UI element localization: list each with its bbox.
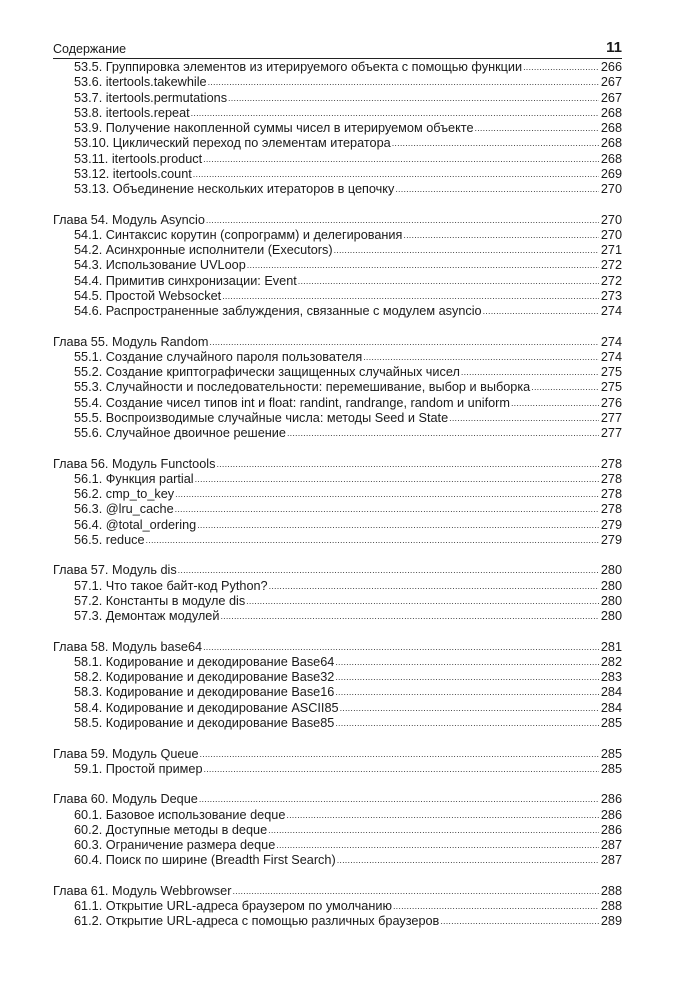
toc-entry-title: 56.5. reduce: [74, 532, 145, 547]
toc-entry-title: Глава 60. Модуль Deque: [53, 792, 198, 807]
toc-entry-page-number: 286: [600, 792, 622, 807]
toc-section-entry[interactable]: [53, 808, 622, 823]
toc-dot-leader: [204, 761, 599, 777]
toc-entry-title: 53.10. Циклический переход по элементам итератора: [74, 136, 391, 151]
toc-entry-page-number: 272: [600, 273, 622, 288]
toc-dot-leader: [220, 608, 599, 624]
toc-entry-page-number: 270: [600, 182, 622, 196]
toc-chapter-entry[interactable]: [53, 213, 622, 228]
toc-dot-leader: [146, 532, 599, 548]
toc-entry-page-number: 281: [600, 639, 622, 654]
toc-chapter-entry[interactable]: [53, 884, 622, 899]
toc-section-entry[interactable]: [53, 136, 622, 151]
toc-chapter-entry[interactable]: [53, 563, 622, 578]
toc-entry-title: 61.2. Открытие URL-адреса с помощью различных браузеров: [74, 914, 440, 929]
toc-section-entry[interactable]: [53, 304, 622, 319]
toc-section-gap: [53, 869, 622, 884]
toc-entry-page-number: 280: [600, 609, 622, 624]
toc-section-entry[interactable]: [53, 701, 622, 716]
toc-entry-page-number: 268: [600, 121, 622, 135]
toc-section-entry[interactable]: [53, 380, 622, 395]
toc-dot-leader: [276, 837, 599, 853]
toc-entry-page-number: 275: [600, 365, 622, 380]
toc-dot-leader: [203, 151, 599, 167]
toc-section-gap: [53, 319, 622, 334]
toc-entry-title: 57.2. Константы в модуле dis: [74, 593, 246, 608]
toc-entry-page-number: 285: [600, 715, 622, 730]
toc-section-entry[interactable]: [53, 411, 622, 426]
toc-entry-title: 56.3. @lru_cache: [74, 502, 174, 517]
toc-section-entry[interactable]: [53, 75, 622, 90]
running-header: [53, 40, 622, 59]
toc-dot-leader: [393, 898, 599, 914]
toc-entry-title: 60.4. Поиск по ширине (Breadth First Search): [74, 853, 336, 868]
toc-entry-title: 54.4. Примитив синхронизации: Event: [74, 273, 297, 288]
toc-section-entry[interactable]: [53, 899, 622, 914]
toc-entry-title: 55.5. Воспроизводимые случайные числа: методы Seed и State: [74, 410, 449, 425]
toc-entry-page-number: 286: [600, 822, 622, 837]
toc-entry-page-number: 272: [600, 258, 622, 273]
toc-entry-title: 53.13. Объединение нескольких итераторов в цепочку: [74, 182, 395, 196]
toc-section-entry[interactable]: [53, 533, 622, 548]
toc-section-entry[interactable]: [53, 594, 622, 609]
toc-section-entry[interactable]: [53, 685, 622, 700]
toc-entry-page-number: 288: [600, 899, 622, 914]
toc-section-entry[interactable]: [53, 60, 622, 75]
toc-entry-page-number: 271: [600, 243, 622, 258]
toc-entry-title: 55.6. Случайное двоичное решение: [74, 426, 286, 441]
toc-dot-leader: [246, 593, 599, 609]
toc-chapter-entry[interactable]: [53, 747, 622, 762]
toc-entry-title: 54.3. Использование UVLoop: [74, 258, 246, 273]
toc-section-entry[interactable]: [53, 502, 622, 517]
toc-dot-leader: [191, 105, 599, 121]
toc-entry-page-number: 273: [600, 288, 622, 303]
toc-entry-page-number: 278: [600, 471, 622, 486]
toc-dot-leader: [206, 212, 599, 228]
toc-entry-title: 58.1. Кодирование и декодирование Base64: [74, 654, 335, 669]
toc-entry-title: 56.1. Функция partial: [74, 471, 194, 486]
toc-entry-page-number: 270: [600, 212, 622, 227]
toc-entry-page-number: 283: [600, 670, 622, 685]
toc-section-entry[interactable]: [53, 91, 622, 106]
toc-entry-title: 55.4. Создание чисел типов int и float: randint, randrange, random и uniform: [74, 395, 510, 410]
toc-entry-page-number: 284: [600, 700, 622, 715]
toc-dot-leader: [337, 852, 599, 868]
toc-entry-title: 59.1. Простой пример: [74, 761, 203, 776]
toc-entry-page-number: 274: [600, 304, 622, 319]
running-header-page-number: 11: [606, 39, 622, 56]
toc-section-gap: [53, 777, 622, 792]
toc-section-gap: [53, 548, 622, 563]
toc-dot-leader: [335, 654, 599, 670]
toc-section-entry[interactable]: [53, 152, 622, 167]
toc-dot-leader: [232, 883, 599, 899]
toc-entry-page-number: 285: [600, 761, 622, 776]
table-of-contents: [53, 60, 622, 930]
toc-entry-page-number: 268: [600, 105, 622, 120]
toc-dot-leader: [287, 425, 599, 441]
toc-dot-leader: [286, 807, 599, 823]
toc-section-entry[interactable]: [53, 106, 622, 121]
toc-entry-title: Глава 56. Модуль Functools: [53, 456, 216, 471]
toc-entry-title: 55.3. Случайности и последовательности: перемешивание, выбор и выборка: [74, 380, 531, 395]
toc-entry-page-number: 275: [600, 380, 622, 395]
toc-entry-title: Глава 55. Модуль Random: [53, 334, 209, 349]
toc-entry-title: Глава 58. Модуль base64: [53, 639, 203, 654]
toc-entry-title: 53.6. itertools.takewhile: [74, 75, 207, 90]
toc-dot-leader: [228, 90, 599, 106]
toc-section-entry[interactable]: [53, 228, 622, 243]
toc-entry-page-number: 277: [600, 426, 622, 441]
toc-entry-page-number: 267: [600, 75, 622, 90]
toc-section-entry[interactable]: [53, 167, 622, 182]
toc-entry-page-number: 278: [600, 456, 622, 471]
toc-entry-title: 58.5. Кодирование и декодирование Base85: [74, 715, 335, 730]
toc-dot-leader: [268, 822, 599, 838]
toc-entry-title: 53.11. itertools.product: [74, 151, 203, 166]
toc-entry-title: Глава 57. Модуль dis: [53, 563, 177, 578]
toc-entry-page-number: 279: [600, 517, 622, 532]
toc-dot-leader: [335, 669, 599, 685]
toc-entry-title: 57.1. Что такое байт-код Python?: [74, 578, 268, 593]
toc-entry-title: 56.2. cmp_to_key: [74, 487, 175, 502]
toc-entry-page-number: 267: [600, 90, 622, 105]
toc-entry-page-number: 269: [600, 166, 622, 181]
toc-chapter-entry[interactable]: [53, 640, 622, 655]
toc-section-entry[interactable]: [53, 243, 622, 258]
toc-dot-leader: [449, 410, 599, 426]
toc-entry-title: 57.3. Демонтаж модулей: [74, 609, 220, 624]
toc-dot-leader: [483, 303, 599, 319]
toc-chapter-entry[interactable]: [53, 335, 622, 350]
toc-entry-title: 56.4. @total_ordering: [74, 517, 197, 532]
toc-dot-leader: [335, 684, 599, 700]
toc-entry-page-number: 277: [600, 410, 622, 425]
toc-entry-page-number: 280: [600, 593, 622, 608]
toc-section-entry[interactable]: [53, 350, 622, 365]
toc-entry-title: 58.4. Кодирование и декодирование ASCII85: [74, 700, 339, 715]
toc-section-gap: [53, 441, 622, 456]
toc-entry-title: 54.6. Распространенные заблуждения, связанные с модулем asyncio: [74, 304, 482, 319]
toc-dot-leader: [197, 517, 599, 533]
toc-section-entry[interactable]: [53, 762, 622, 777]
toc-entry-title: 58.2. Кодирование и декодирование Base32: [74, 670, 335, 685]
toc-entry-title: 53.5. Группировка элементов из итерируемого объекта с помощью функции: [74, 60, 523, 74]
toc-entry-page-number: 268: [600, 151, 622, 166]
toc-entry-page-number: 289: [600, 914, 622, 929]
toc-dot-leader: [199, 791, 599, 807]
toc-dot-leader: [269, 578, 599, 594]
toc-dot-leader: [531, 379, 599, 395]
toc-entry-page-number: 276: [600, 395, 622, 410]
toc-dot-leader: [392, 135, 599, 151]
toc-entry-page-number: 287: [600, 838, 622, 853]
toc-entry-title: 53.12. itertools.count: [74, 166, 192, 181]
toc-entry-page-number: 284: [600, 685, 622, 700]
toc-dot-leader: [475, 120, 599, 136]
toc-entry-page-number: 282: [600, 654, 622, 669]
toc-dot-leader: [200, 746, 599, 762]
toc-section-entry[interactable]: [53, 365, 622, 380]
toc-entry-title: 54.2. Асинхронные исполнители (Executors): [74, 243, 333, 258]
toc-section-entry[interactable]: [53, 716, 622, 731]
toc-entry-title: 53.7. itertools.permutations: [74, 90, 228, 105]
toc-entry-title: 54.1. Синтаксис корутин (сопрограмм) и делегирования: [74, 227, 403, 242]
toc-entry-title: Глава 61. Модуль Webbrowser: [53, 883, 232, 898]
toc-section-entry[interactable]: [53, 670, 622, 685]
toc-section-entry[interactable]: [53, 655, 622, 670]
toc-section-entry[interactable]: [53, 121, 622, 136]
toc-entry-title: 58.3. Кодирование и декодирование Base16: [74, 685, 335, 700]
toc-section-entry[interactable]: [53, 396, 622, 411]
toc-entry-title: Глава 59. Модуль Queue: [53, 746, 199, 761]
toc-section-entry[interactable]: [53, 823, 622, 838]
toc-section-entry[interactable]: [53, 487, 622, 502]
toc-section-gap: [53, 197, 622, 212]
toc-entry-page-number: 278: [600, 487, 622, 502]
toc-chapter-entry[interactable]: [53, 457, 622, 472]
toc-section-entry[interactable]: [53, 609, 622, 624]
toc-dot-leader: [178, 562, 599, 578]
toc-dot-leader: [216, 456, 599, 472]
toc-dot-leader: [335, 715, 599, 731]
toc-entry-title: 53.9. Получение накопленной суммы чисел в итерируемом объекте: [74, 121, 474, 135]
toc-dot-leader: [395, 181, 599, 197]
toc-entry-page-number: 285: [600, 746, 622, 761]
toc-dot-leader: [511, 395, 599, 411]
toc-dot-leader: [461, 364, 599, 380]
toc-entry-page-number: 280: [600, 563, 622, 578]
toc-entry-page-number: 270: [600, 227, 622, 242]
toc-section-entry[interactable]: [53, 426, 622, 441]
toc-entry-page-number: 268: [600, 136, 622, 151]
toc-dot-leader: [440, 913, 599, 929]
toc-section-entry[interactable]: [53, 274, 622, 289]
toc-entry-title: 55.1. Создание случайного пароля пользователя: [74, 349, 363, 364]
toc-entry-page-number: 274: [600, 349, 622, 364]
toc-section-gap: [53, 731, 622, 746]
toc-dot-leader: [247, 257, 599, 273]
toc-section-gap: [53, 624, 622, 639]
toc-entry-title: 54.5. Простой Websocket: [74, 288, 222, 303]
toc-dot-leader: [193, 166, 599, 182]
toc-dot-leader: [195, 471, 599, 487]
toc-dot-leader: [175, 486, 599, 502]
toc-entry-title: 53.8. itertools.repeat: [74, 105, 190, 120]
toc-section-entry[interactable]: [53, 472, 622, 487]
toc-section-entry[interactable]: [53, 914, 622, 929]
toc-chapter-entry[interactable]: [53, 792, 622, 807]
toc-entry-page-number: 288: [600, 883, 622, 898]
toc-entry-page-number: 266: [600, 60, 622, 74]
toc-entry-title: 60.2. Доступные методы в deque: [74, 822, 268, 837]
toc-section-entry[interactable]: [53, 258, 622, 273]
toc-dot-leader: [175, 501, 599, 517]
toc-section-entry[interactable]: [53, 579, 622, 594]
toc-dot-leader: [298, 273, 599, 289]
toc-entry-page-number: 280: [600, 578, 622, 593]
toc-section-entry[interactable]: [53, 853, 622, 868]
toc-entry-page-number: 279: [600, 532, 622, 547]
toc-entry-page-number: 286: [600, 807, 622, 822]
toc-dot-leader: [222, 288, 599, 304]
toc-dot-leader: [208, 74, 599, 90]
toc-dot-leader: [334, 242, 599, 258]
toc-section-entry[interactable]: [53, 289, 622, 304]
toc-entry-page-number: 278: [600, 502, 622, 517]
toc-entry-page-number: 287: [600, 853, 622, 868]
toc-dot-leader: [209, 334, 599, 350]
toc-dot-leader: [340, 700, 599, 716]
toc-entry-page-number: 274: [600, 334, 622, 349]
toc-section-entry[interactable]: [53, 518, 622, 533]
toc-section-entry[interactable]: [53, 838, 622, 853]
toc-entry-title: 55.2. Создание криптографически защищенных случайных чисел: [74, 365, 460, 380]
toc-dot-leader: [363, 349, 599, 365]
toc-entry-title: Глава 54. Модуль Asyncio: [53, 212, 205, 227]
toc-dot-leader: [403, 227, 599, 243]
toc-section-entry[interactable]: [53, 182, 622, 197]
toc-entry-title: 61.1. Открытие URL-адреса браузером по умолчанию: [74, 899, 392, 914]
toc-entry-title: 60.3. Ограничение размера deque: [74, 838, 276, 853]
toc-dot-leader: [523, 59, 599, 75]
toc-dot-leader: [203, 639, 599, 655]
running-header-title: Содержание: [53, 42, 127, 56]
toc-entry-title: 60.1. Базовое использование deque: [74, 807, 286, 822]
